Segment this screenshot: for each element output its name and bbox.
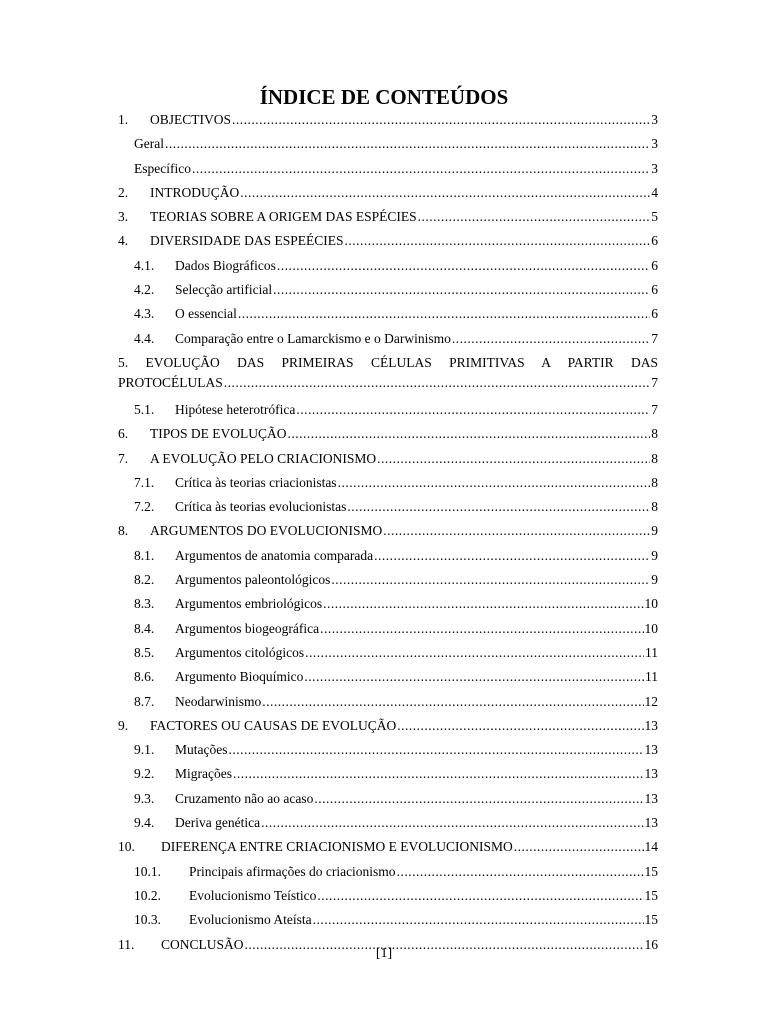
dot-leader [288, 422, 651, 446]
toc-entry[interactable] [118, 690, 658, 714]
toc-entry-page: 3 [651, 160, 658, 176]
toc-entry-title: Específico [134, 160, 191, 176]
table-of-contents [118, 108, 658, 957]
toc-entry-number: 4. [118, 233, 129, 249]
toc-entry-number: 8. [118, 523, 129, 539]
toc-entry-title: INTRODUÇÃO [150, 184, 240, 200]
toc-entry-page: 9 [651, 523, 658, 539]
dot-leader [377, 447, 650, 471]
toc-entry[interactable] [118, 714, 658, 738]
toc-entry[interactable] [118, 835, 658, 859]
toc-entry-page: 7 [651, 330, 658, 346]
toc-entry[interactable] [118, 132, 658, 156]
dot-leader [296, 398, 650, 422]
toc-entry-page: 6 [651, 257, 658, 273]
toc-entry-page: 7 [651, 401, 658, 417]
toc-entry-title: Neodarwinismo [175, 693, 262, 709]
toc-entry[interactable] [118, 471, 658, 495]
toc-entry-page: 13 [644, 766, 658, 782]
toc-entry-page: 13 [644, 815, 658, 831]
toc-entry-page: 8 [651, 450, 658, 466]
dot-leader [317, 884, 643, 908]
toc-entry[interactable] [118, 617, 658, 641]
dot-leader [345, 229, 651, 253]
toc-entry-number: 8.4. [134, 620, 155, 636]
toc-entry-title: Argumentos de anatomia comparada [175, 547, 374, 563]
toc-entry-number: 9.2. [134, 766, 155, 782]
toc-entry-page: 10 [644, 596, 658, 612]
toc-entry[interactable] [118, 665, 658, 689]
toc-entry[interactable] [118, 811, 658, 835]
toc-entry-title: DIFERENÇA ENTRE CRIACIONISMO E EVOLUCIONISMO [161, 839, 513, 855]
dot-leader [313, 908, 644, 932]
toc-entry[interactable] [118, 908, 658, 932]
toc-entry[interactable] [118, 544, 658, 568]
toc-entry-page: 10 [644, 620, 658, 636]
toc-entry-title: Crítica às teorias criacionistas [175, 474, 337, 490]
toc-entry[interactable] [118, 787, 658, 811]
toc-entry-title: Argumentos embriológicos [175, 596, 323, 612]
toc-entry[interactable] [118, 351, 658, 398]
dot-leader [232, 108, 650, 132]
toc-entry-page: 13 [644, 790, 658, 806]
toc-entry[interactable] [118, 302, 658, 326]
toc-entry-title: Argumentos biogeográfica [175, 620, 320, 636]
toc-entry-number: 9.1. [134, 742, 155, 758]
toc-entry-number: 8.5. [134, 644, 155, 660]
toc-entry[interactable] [118, 157, 658, 181]
toc-entry-page: 11 [645, 644, 658, 660]
toc-entry-number: 10. [118, 839, 135, 855]
toc-entry-page: 8 [651, 426, 658, 442]
toc-entry-number: 9. [118, 717, 129, 733]
toc-entry-number: 2. [118, 184, 129, 200]
toc-entry-number: 8.1. [134, 547, 155, 563]
dot-leader [192, 157, 650, 181]
dot-leader [277, 254, 650, 278]
toc-entry[interactable] [118, 278, 658, 302]
toc-entry[interactable] [118, 884, 658, 908]
toc-entry[interactable] [118, 254, 658, 278]
toc-entry-page: 15 [644, 912, 658, 928]
dot-leader [238, 302, 650, 326]
toc-entry-title: CONCLUSÃO [161, 936, 244, 952]
toc-entry[interactable] [118, 327, 658, 351]
toc-entry-title: Hipótese heterotrófica [175, 401, 296, 417]
toc-entry-number: 10.3. [134, 912, 161, 928]
toc-entry-title: DIVERSIDADE DAS ESPEÉCIES [150, 233, 344, 249]
toc-entry-title: A EVOLUÇÃO PELO CRIACIONISMO [150, 450, 377, 466]
dot-leader [304, 665, 644, 689]
toc-entry[interactable] [118, 762, 658, 786]
dot-leader [374, 544, 650, 568]
dot-leader [514, 835, 644, 859]
dot-leader [452, 327, 650, 351]
dot-leader [347, 495, 650, 519]
toc-entry-page: 14 [644, 839, 658, 855]
toc-entry[interactable] [118, 181, 658, 205]
toc-entry-page: 8 [651, 474, 658, 490]
toc-entry-title: Dados Biográficos [175, 257, 276, 273]
toc-entry-number: 5.1. [134, 401, 155, 417]
toc-entry-title: Selecção artificial [175, 282, 273, 298]
toc-entry-page: 6 [651, 306, 658, 322]
toc-entry-title-line1 [118, 353, 658, 373]
dot-leader [240, 181, 650, 205]
toc-entry[interactable] [118, 519, 658, 543]
toc-entry-number: 8.7. [134, 693, 155, 709]
toc-entry-title: O essencial [175, 306, 237, 322]
toc-entry-title: EVOLUÇÃO DAS PRIMEIRAS CÉLULAS PRIMITIVAS A PARTIR DAS [145, 354, 658, 370]
dot-leader [228, 738, 643, 762]
toc-entry-page: 15 [644, 887, 658, 903]
toc-entry-number: 7. [118, 450, 129, 466]
toc-entry-page: 13 [644, 717, 658, 733]
toc-entry-number: 10.2. [134, 887, 161, 903]
dot-leader [262, 690, 643, 714]
toc-entry-number: 1. [118, 112, 129, 127]
toc-entry-page: 16 [644, 936, 658, 952]
dot-leader [224, 373, 650, 393]
dot-leader [338, 471, 651, 495]
toc-entry-title: TEORIAS SOBRE A ORIGEM DAS ESPÉCIES [150, 209, 417, 225]
toc-entry-title: Crítica às teorias evolucionistas [175, 499, 347, 515]
toc-entry-page: 8 [651, 499, 658, 515]
dot-leader [314, 787, 643, 811]
toc-entry-title: FACTORES OU CAUSAS DE EVOLUÇÃO [150, 717, 397, 733]
toc-entry-title: Evolucionismo Teístico [189, 887, 317, 903]
toc-entry[interactable] [118, 205, 658, 229]
toc-entry-number: 8.2. [134, 572, 155, 588]
toc-entry-number: 5. [118, 354, 129, 370]
toc-entry-number: 4.1. [134, 257, 155, 273]
toc-entry-title: Argumento Bioquímico [175, 669, 304, 685]
toc-entry-number: 9.3. [134, 790, 155, 806]
toc-entry-page: 4 [651, 184, 658, 200]
toc-entry-page: 7 [651, 374, 658, 390]
toc-entry-title: Mutações [175, 742, 228, 758]
dot-leader [273, 278, 650, 302]
dot-leader [397, 860, 644, 884]
toc-entry-page: 15 [644, 863, 658, 879]
toc-entry-number: 6. [118, 426, 129, 442]
dot-leader [397, 714, 643, 738]
toc-entry-number: 8.6. [134, 669, 155, 685]
toc-entry-title: Comparação entre o Lamarckismo e o Darwinismo [175, 330, 451, 346]
toc-entry-title: Cruzamento não ao acaso [175, 790, 314, 806]
toc-entry-number: 9.4. [134, 815, 155, 831]
toc-entry-page: 11 [645, 669, 658, 685]
toc-entry-number: 7.2. [134, 499, 155, 515]
toc-entry[interactable] [118, 568, 658, 592]
toc-entry-title: Argumentos citológicos [175, 644, 305, 660]
toc-entry[interactable] [118, 738, 658, 762]
toc-entry-number: 4.4. [134, 330, 155, 346]
dot-leader [331, 568, 650, 592]
toc-entry-title: Migrações [175, 766, 232, 782]
dot-leader [320, 617, 643, 641]
toc-entry-title: Deriva genética [175, 815, 261, 831]
toc-entry-page: 5 [651, 209, 658, 225]
toc-entry[interactable] [118, 229, 658, 253]
toc-entry-number: 8.3. [134, 596, 155, 612]
dot-leader [305, 641, 644, 665]
toc-entry[interactable] [118, 860, 658, 884]
dot-leader [323, 592, 643, 616]
dot-leader [383, 519, 650, 543]
toc-entry[interactable] [118, 447, 658, 471]
toc-title: ÍNDICE DE CONTEÚDOS [259, 85, 509, 109]
toc-entry-page: 9 [651, 572, 658, 588]
toc-entry-number: 11. [118, 936, 135, 952]
toc-entry-page: 3 [651, 136, 658, 152]
toc-entry[interactable] [118, 495, 658, 519]
toc-entry[interactable] [118, 592, 658, 616]
toc-entry-title: ARGUMENTOS DO EVOLUCIONISMO [150, 523, 383, 539]
toc-entry-title: Evolucionismo Ateísta [189, 912, 312, 928]
toc-entry[interactable] [118, 398, 658, 422]
toc-entry-page: 6 [651, 282, 658, 298]
toc-entry-title: TIPOS DE EVOLUÇÃO [150, 426, 287, 442]
toc-entry[interactable] [118, 641, 658, 665]
toc-entry-number: 4.3. [134, 306, 155, 322]
toc-entry-number: 3. [118, 209, 129, 225]
toc-entry-title: Geral [134, 136, 164, 152]
toc-entry-page: 6 [651, 233, 658, 249]
toc-entry-page: 3 [651, 112, 658, 127]
toc-entry-number: 4.2. [134, 282, 155, 298]
toc-entry-title: Principais afirmações do criacionismo [189, 863, 396, 879]
toc-entry-number: 7.1. [134, 474, 155, 490]
toc-entry[interactable] [118, 108, 658, 132]
toc-entry-page: 9 [651, 547, 658, 563]
toc-entry[interactable] [118, 422, 658, 446]
toc-entry-title-line2: PROTOCÉLULAS [118, 374, 223, 390]
toc-entry-title: Argumentos paleontológicos [175, 572, 331, 588]
toc-entry-page: 13 [644, 742, 658, 758]
dot-leader [261, 811, 643, 835]
toc-entry-title: OBJECTIVOS [150, 112, 232, 127]
toc-entry-number: 10.1. [134, 863, 161, 879]
dot-leader [165, 132, 650, 156]
page-number: [1] [375, 946, 393, 961]
toc-entry-page: 12 [644, 693, 658, 709]
dot-leader [418, 205, 651, 229]
dot-leader [233, 762, 644, 786]
